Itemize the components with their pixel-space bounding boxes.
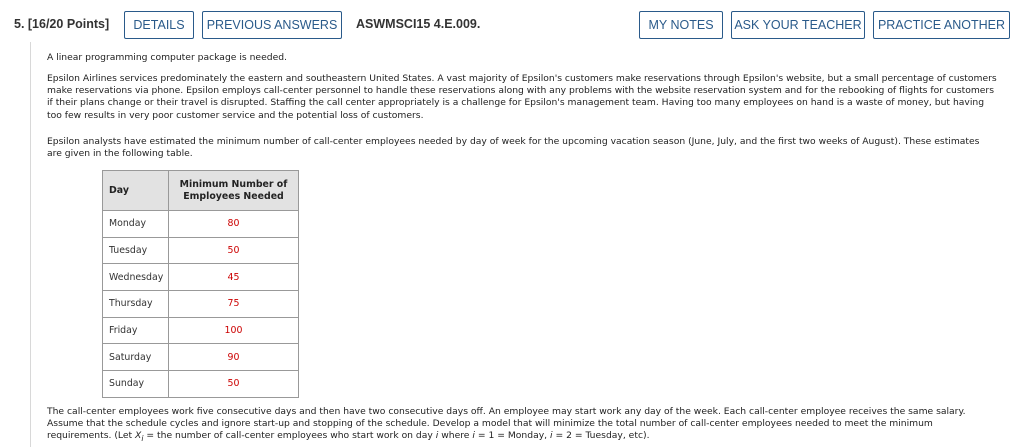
day-cell: Thursday [103,291,169,318]
problem-paragraph-1: Epsilon Airlines services predominately the eastern and southeastern United States. A vast majority of Epsilon's customers make reservations through Epsilon's website, but a small percentage of customers make reservations via phone. Epsilon employs call-center personnel to handle these reservations along with any problems with the website reservation system and for the rebooking of flights for customers if their plans change or their travel is disrupted. Staffing the call center appropriately is a challenge for Epsilon's management team. Having too many employees on hand is a waste of money, but having too few results in very poor customer service and the potential loss of customers. [47,73,997,121]
variable-x: X [135,430,142,442]
value-cell: 90 [169,344,299,371]
variable-i: i [435,430,439,442]
table-row [103,344,299,371]
min-header-line-2: Employees Needed [183,190,284,202]
value-cell: 45 [169,264,299,291]
table-row [103,291,299,318]
problem-paragraph-3 [47,406,997,445]
variable-i: i [472,430,475,442]
table-row [103,317,299,344]
problem-paragraph-2: Epsilon analysts have estimated the minimum number of call-center employees needed by day of week for the upcoming vacation season (June, July, and the first two weeks of August). These estimates are given in the following table. [47,136,980,160]
variable-x-subscript: i [141,434,144,444]
table-row [103,264,299,291]
my-notes-button[interactable]: MY NOTES [639,11,723,39]
paragraph-3-part-d: = 1 = Monday, [474,430,550,442]
practice-another-button[interactable]: PRACTICE ANOTHER [873,11,1010,39]
table-header-row [103,171,299,211]
minimum-employees-column-header [169,171,299,211]
value-cell: 50 [169,371,299,398]
day-cell: Friday [103,317,169,344]
day-cell: Sunday [103,371,169,398]
paragraph-3-part-a: The call-center employees work five consecutive days and then have two consecutive days off. An employee may start work any day of the week. Each call-center employee receives the same salary. Assume that the schedule cycles and ignore start-up and stopping of the schedule. Develop a model that will minimize the total number of call-center employees needed to meet the minimum requirements. (Let [47,406,966,442]
table-row [103,371,299,398]
day-cell: Tuesday [103,237,169,264]
variable-i: i [549,430,553,442]
value-cell: 75 [169,291,299,318]
problem-code: ASWMSCI15 4.E.009. [356,17,481,31]
paragraph-3-part-e: = 2 = Tuesday, etc). [552,430,650,442]
paragraph-3-part-b: = the number of call-center employees who start work on day [143,430,436,442]
day-cell: Monday [103,211,169,238]
day-cell: Wednesday [103,264,169,291]
min-header-line-1: Minimum Number of [179,179,288,190]
value-cell: 50 [169,237,299,264]
day-column-header: Day [103,171,169,211]
previous-answers-button[interactable]: PREVIOUS ANSWERS [202,11,342,39]
problem-intro: A linear programming computer package is needed. [47,52,287,63]
staffing-table [102,170,299,398]
details-button[interactable]: DETAILS [124,11,194,39]
question-number: 5. [16/20 Points] [14,17,110,31]
problem-body [30,42,1016,447]
table-row [103,211,299,238]
ask-your-teacher-button[interactable]: ASK YOUR TEACHER [731,11,865,39]
paragraph-3-part-c: where [438,430,473,442]
question-header [0,0,1024,48]
table-row [103,237,299,264]
day-cell: Saturday [103,344,169,371]
value-cell: 80 [169,211,299,238]
value-cell: 100 [169,317,299,344]
